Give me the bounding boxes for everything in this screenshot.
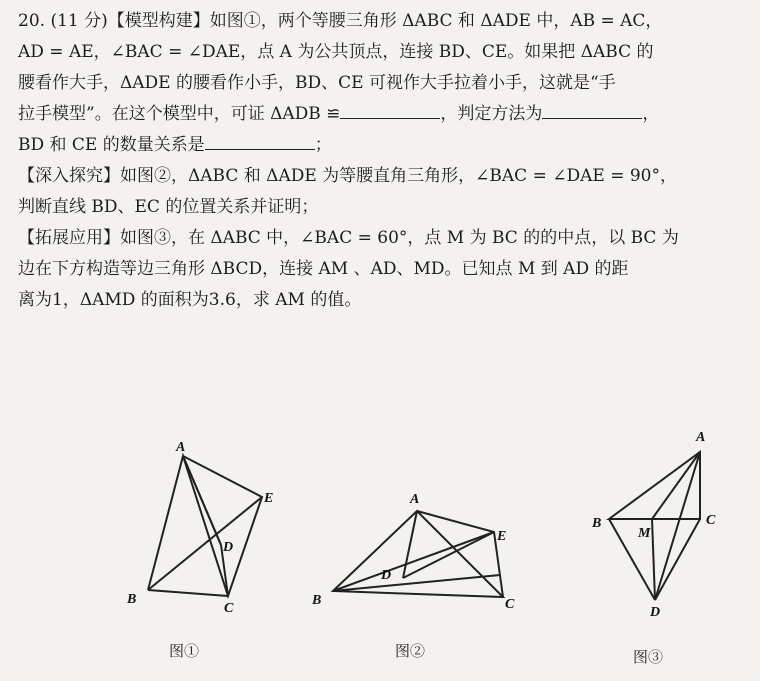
line-5-text-b: ； (314, 135, 332, 155)
problem-line-10: 离为1，ΔAMD 的面积为3.6，求 AM 的值。 (18, 290, 362, 310)
fig1-label-c: C (224, 601, 234, 616)
fig3-label-m: M (638, 526, 651, 541)
line-4-text-c: ， (642, 104, 660, 124)
problem-line-9: 边在下方构造等边三角形 ΔBCD，连接 AM 、AD、MD。已知点 M 到 AD 的距 (18, 259, 629, 279)
fig1-label-e: E (264, 491, 274, 506)
line-4-text-a: 拉手模型”。在这个模型中，可证 ΔADB ≌ (18, 104, 341, 124)
line-5-text-a: BD 和 CE 的数量关系是 (18, 135, 205, 155)
fig2-label-e: E (497, 529, 507, 544)
line-4-text-b: ，判定方法为 (440, 104, 543, 124)
problem-line-3: 腰看作大手，ΔADE 的腰看作小手，BD、CE 可视作大手拉着小手，这就是“手 (18, 73, 616, 93)
problem-line-7: 判断直线 BD、EC 的位置关系并证明； (18, 197, 319, 217)
fig2-label-d: D (381, 568, 392, 583)
fig1-label-b: B (127, 592, 137, 607)
fig3-label-a: A (696, 430, 706, 445)
figure-3-caption: 图③ (633, 648, 664, 666)
fig3-label-b: B (592, 516, 602, 531)
figure-2-caption: 图② (395, 642, 426, 660)
figure-1-caption: 图① (169, 642, 200, 660)
fig3-label-c: C (706, 513, 716, 528)
fig2-label-a: A (410, 492, 420, 507)
problem-line-6: 【深入探究】如图②，ΔABC 和 ΔADE 为等腰直角三角形，∠BAC = ∠DAE = 90°， (18, 166, 677, 186)
fig1-label-d: D (223, 540, 234, 555)
fig3-label-d: D (650, 605, 661, 620)
figure-1-lines (148, 456, 262, 596)
problem-line-2: AD = AE，∠BAC = ∠DAE，点 A 为公共顶点，连接 BD、CE。如果把 ΔABC 的 (18, 42, 654, 62)
figure-3-lines (609, 452, 700, 600)
problem-line-1: 20. (11 分)【模型构建】如图①，两个等腰三角形 ΔABC 和 ΔADE 中，AB = AC， (18, 11, 663, 31)
fig2-label-b: B (312, 593, 322, 608)
fig1-label-a: A (176, 440, 186, 455)
fig2-label-c: C (505, 597, 515, 612)
problem-line-8: 【拓展应用】如图③，在 ΔABC 中，∠BAC = 60°，点 M 为 BC 的的中点，以 BC 为 (18, 228, 679, 248)
figure-2-lines (333, 511, 503, 597)
